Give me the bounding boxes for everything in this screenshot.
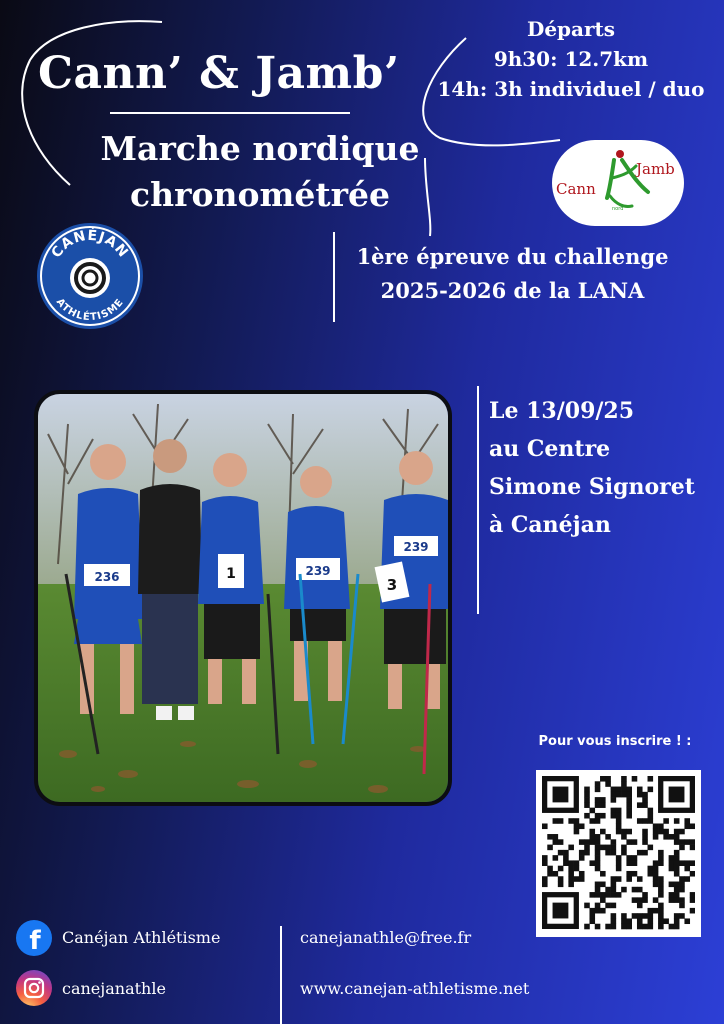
challenge-info xyxy=(340,240,685,308)
facebook-link[interactable]: Canéjan Athlétisme xyxy=(62,928,221,947)
canejan-athletisme-logo xyxy=(36,222,144,330)
cann-jamb-logo xyxy=(552,140,684,226)
race-bib-number: 3 xyxy=(386,576,398,594)
departures-block xyxy=(426,14,716,104)
venue-divider xyxy=(477,386,479,614)
instagram-link[interactable]: canejanathle xyxy=(62,979,166,998)
challenge-line: 1ère épreuve du challenge xyxy=(356,244,669,269)
registration-qr-code[interactable] xyxy=(536,770,701,937)
race-bib-number: 1 xyxy=(226,566,236,582)
logo-bottom-text: ATHLÉTISME xyxy=(53,296,127,324)
subtitle-line: chronométrée xyxy=(129,175,391,214)
departures-heading: Départs xyxy=(526,17,616,41)
subtitle xyxy=(95,126,425,218)
departure-line: 9h30: 12.7km xyxy=(493,47,649,71)
svg-text:f: f xyxy=(29,926,41,956)
race-bib-number: 236 xyxy=(94,570,120,584)
group-photo xyxy=(34,390,452,806)
venue-info xyxy=(489,392,719,544)
walker-figure-icon xyxy=(552,140,684,226)
venue-line: Le 13/09/25 xyxy=(489,398,635,424)
instagram-icon[interactable] xyxy=(16,970,52,1006)
title-underline xyxy=(110,112,350,114)
footer-divider xyxy=(280,926,282,1024)
departure-line: 14h: 3h individuel / duo xyxy=(437,77,705,101)
register-label: Pour vous inscrire ! : xyxy=(538,734,692,749)
facebook-icon[interactable] xyxy=(16,920,52,956)
venue-line: Simone Signoret xyxy=(489,474,695,500)
qr-code-icon xyxy=(542,776,695,931)
logo-word-right: Jamb xyxy=(636,160,675,178)
race-bib-number: 239 xyxy=(305,564,331,578)
subtitle-line: Marche nordique xyxy=(100,129,420,168)
walkers-photo-illustration xyxy=(38,394,448,802)
logo-top-text: CANÉJAN xyxy=(48,227,132,262)
page-title: Cann’ & Jamb’ xyxy=(38,48,400,99)
logo-word-left: Cann xyxy=(556,180,596,198)
venue-line: au Centre xyxy=(489,436,611,462)
challenge-line: 2025-2026 de la LANA xyxy=(380,278,645,303)
website-link[interactable]: www.canejan-athletisme.net xyxy=(300,979,530,998)
email-link[interactable]: canejanathle@free.fr xyxy=(300,928,472,947)
race-bib-number: 239 xyxy=(403,540,429,554)
venue-line: à Canéjan xyxy=(489,512,611,538)
logo-small-text: nord xyxy=(612,206,624,212)
